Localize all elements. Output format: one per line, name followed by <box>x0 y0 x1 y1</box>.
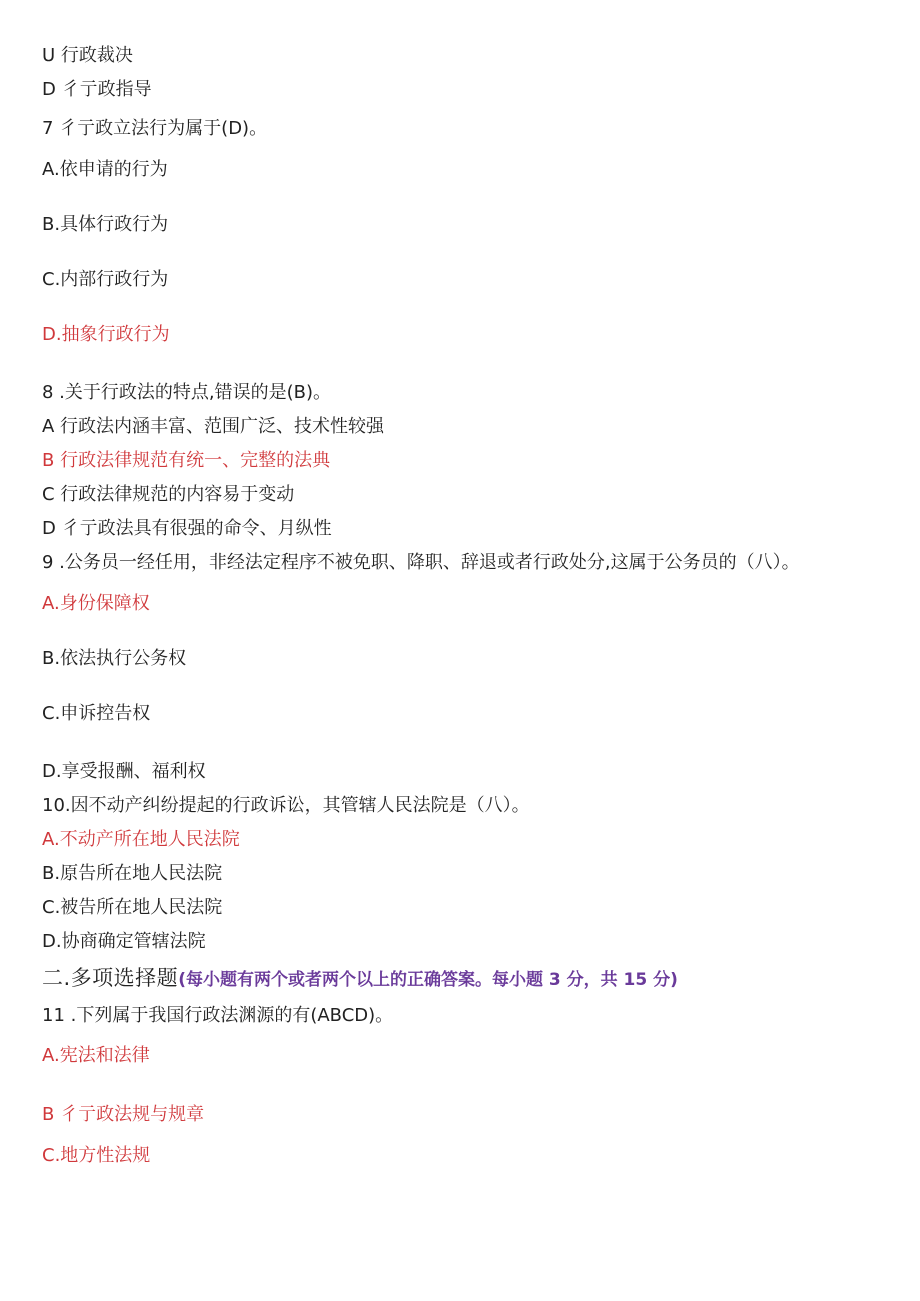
q8-option-c: C 行政法律规范的内容易于变动 <box>42 484 295 505</box>
q9-option-a-answer: A.身份保障权 <box>42 593 150 614</box>
q7-option-c: C.内部行政行为 <box>42 269 169 290</box>
q10-option-d: D.协商确定管辖法院 <box>42 931 206 952</box>
q10-option-b: B.原告所在地人民法院 <box>42 863 223 884</box>
q11-option-a-answer: A.宪法和法律 <box>42 1045 150 1066</box>
section-note: (每小题有两个或者两个以上的正确答案。每小题 3 分，共 15 分) <box>178 970 678 990</box>
q11-stem: 11 .下列属于我国行政法渊源的有(ABCD)。 <box>42 1005 394 1026</box>
q9-stem: 9 .公务员一经任用，非经法定程序不被免职、降职、辞退或者行政处分,这属于公务员的（八）。 <box>42 552 800 573</box>
q8-stem: 8 .关于行政法的特点,错误的是(B)。 <box>42 382 332 403</box>
section-heading <box>42 966 678 992</box>
q6-option-d: D 彳亍政指导 <box>42 79 152 100</box>
q8-option-b-answer: B 行政法律规范有统一、完整的法典 <box>42 450 331 471</box>
q10-option-c: C.被告所在地人民法院 <box>42 897 223 918</box>
q8-option-d: D 彳亍政法具有很强的命令、月纵性 <box>42 518 332 539</box>
q9-option-c: C.申诉控告权 <box>42 703 151 724</box>
q7-option-d-answer: D.抽象行政行为 <box>42 324 170 345</box>
q7-option-a: A.依申请的行为 <box>42 159 168 180</box>
q10-option-a-answer: A.不动产所在地人民法院 <box>42 829 240 850</box>
q8-option-a: A 行政法内涵丰富、范围广泛、技术性较强 <box>42 416 385 437</box>
q10-stem: 10.因不动产纠纷提起的行政诉讼，其管辖人民法院是（八）。 <box>42 795 530 816</box>
q6-option-c: U 行政裁决 <box>42 45 133 66</box>
q7-option-b: B.具体行政行为 <box>42 214 169 235</box>
q11-option-b-answer: B 彳亍政法规与规章 <box>42 1104 205 1125</box>
q11-option-c-answer: C.地方性法规 <box>42 1145 151 1166</box>
section-title: 二.多项选择题 <box>42 966 179 990</box>
q7-stem: 7 彳亍政立法行为属于(D)。 <box>42 118 268 139</box>
q9-option-d: D.享受报酬、福利权 <box>42 761 206 782</box>
q9-option-b: B.依法执行公务权 <box>42 648 187 669</box>
